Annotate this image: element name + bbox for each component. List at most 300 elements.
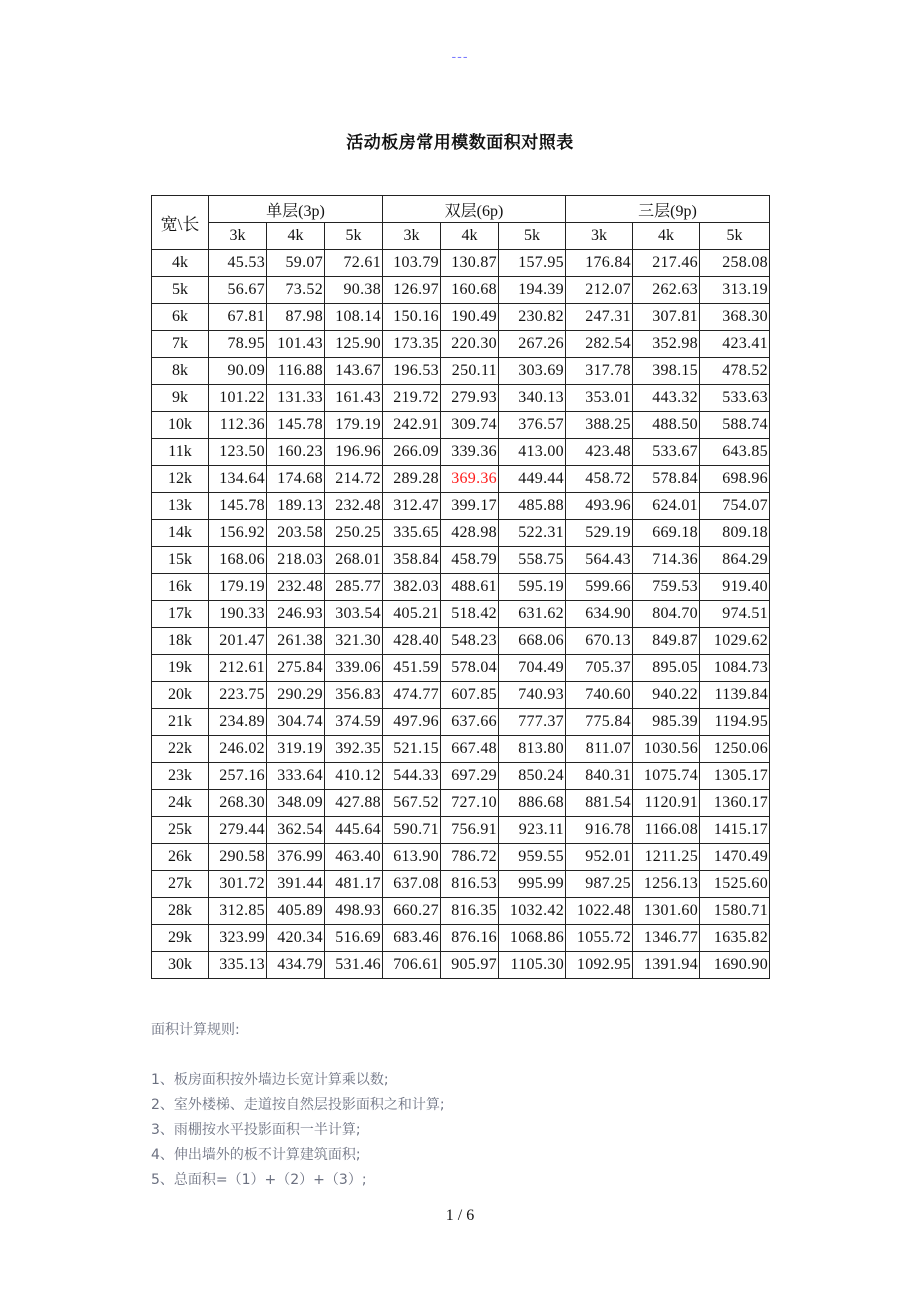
group-header: 双层(6p) xyxy=(383,196,566,223)
area-cell: 886.68 xyxy=(499,790,566,817)
area-cell: 816.53 xyxy=(441,871,499,898)
table-row xyxy=(152,385,770,412)
area-cell: 267.26 xyxy=(499,331,566,358)
area-cell: 376.57 xyxy=(499,412,566,439)
row-width-label: 29k xyxy=(152,925,209,952)
area-cell: 246.93 xyxy=(267,601,325,628)
area-cell: 1092.95 xyxy=(566,952,633,979)
area-cell: 1415.17 xyxy=(700,817,770,844)
subheader-cell: 5k xyxy=(325,223,383,250)
subheader-cell: 3k xyxy=(383,223,441,250)
area-cell: 319.19 xyxy=(267,736,325,763)
area-cell: 881.54 xyxy=(566,790,633,817)
area-cell: 358.84 xyxy=(383,547,441,574)
area-cell: 348.09 xyxy=(267,790,325,817)
area-cell: 157.95 xyxy=(499,250,566,277)
area-cell: 451.59 xyxy=(383,655,441,682)
rule-item: 2、室外楼梯、走道按自然层投影面积之和计算; xyxy=(151,1097,445,1113)
row-width-label: 30k xyxy=(152,952,209,979)
table-row xyxy=(152,466,770,493)
area-cell: 134.64 xyxy=(209,466,267,493)
area-cell: 1120.91 xyxy=(633,790,700,817)
area-cell: 578.84 xyxy=(633,466,700,493)
area-cell: 282.54 xyxy=(566,331,633,358)
area-cell: 374.59 xyxy=(325,709,383,736)
area-cell: 156.92 xyxy=(209,520,267,547)
area-cell: 759.53 xyxy=(633,574,700,601)
area-cell: 607.85 xyxy=(441,682,499,709)
area-cell: 230.82 xyxy=(499,304,566,331)
area-cell: 289.28 xyxy=(383,466,441,493)
area-cell: 220.30 xyxy=(441,331,499,358)
area-cell: 599.66 xyxy=(566,574,633,601)
row-width-label: 20k xyxy=(152,682,209,709)
area-cell: 212.07 xyxy=(566,277,633,304)
table-row xyxy=(152,331,770,358)
row-width-label: 16k xyxy=(152,574,209,601)
area-cell: 449.44 xyxy=(499,466,566,493)
area-cell: 740.60 xyxy=(566,682,633,709)
area-cell: 268.30 xyxy=(209,790,267,817)
area-cell: 145.78 xyxy=(267,412,325,439)
row-width-label: 27k xyxy=(152,871,209,898)
table-row xyxy=(152,898,770,925)
area-cell: 321.30 xyxy=(325,628,383,655)
area-cell: 103.79 xyxy=(383,250,441,277)
area-cell: 434.79 xyxy=(267,952,325,979)
table-row xyxy=(152,412,770,439)
rule-item: 3、雨棚按水平投影面积一半计算; xyxy=(151,1122,361,1138)
row-width-label: 14k xyxy=(152,520,209,547)
group-header: 单层(3p) xyxy=(209,196,383,223)
area-cell: 196.96 xyxy=(325,439,383,466)
area-cell: 1305.17 xyxy=(700,763,770,790)
table-row xyxy=(152,655,770,682)
area-cell: 458.79 xyxy=(441,547,499,574)
table-row xyxy=(152,925,770,952)
area-cell: 362.54 xyxy=(267,817,325,844)
area-cell: 1525.60 xyxy=(700,871,770,898)
area-cell: 405.21 xyxy=(383,601,441,628)
area-cell: 952.01 xyxy=(566,844,633,871)
area-cell: 637.08 xyxy=(383,871,441,898)
area-cell: 391.44 xyxy=(267,871,325,898)
area-cell: 405.89 xyxy=(267,898,325,925)
area-cell: 339.06 xyxy=(325,655,383,682)
row-width-label: 6k xyxy=(152,304,209,331)
area-cell: 786.72 xyxy=(441,844,499,871)
area-cell: 754.07 xyxy=(700,493,770,520)
row-width-label: 10k xyxy=(152,412,209,439)
header-mark: --- xyxy=(451,50,469,65)
area-cell: 398.15 xyxy=(633,358,700,385)
area-cell: 427.88 xyxy=(325,790,383,817)
area-cell: 1391.94 xyxy=(633,952,700,979)
area-cell: 212.61 xyxy=(209,655,267,682)
area-cell: 223.75 xyxy=(209,682,267,709)
area-cell: 706.61 xyxy=(383,952,441,979)
group-header-row xyxy=(152,196,770,223)
area-cell: 333.64 xyxy=(267,763,325,790)
area-cell: 145.78 xyxy=(209,493,267,520)
area-cell: 474.77 xyxy=(383,682,441,709)
table-row xyxy=(152,952,770,979)
area-cell: 214.72 xyxy=(325,466,383,493)
area-cell: 87.98 xyxy=(267,304,325,331)
area-cell: 218.03 xyxy=(267,547,325,574)
area-cell: 369.36 xyxy=(441,466,499,493)
area-cell: 234.89 xyxy=(209,709,267,736)
area-cell: 564.43 xyxy=(566,547,633,574)
area-cell: 72.61 xyxy=(325,250,383,277)
row-width-label: 15k xyxy=(152,547,209,574)
area-cell: 864.29 xyxy=(700,547,770,574)
area-cell: 1139.84 xyxy=(700,682,770,709)
table-row xyxy=(152,628,770,655)
area-cell: 353.01 xyxy=(566,385,633,412)
area-cell: 567.52 xyxy=(383,790,441,817)
area-cell: 1690.90 xyxy=(700,952,770,979)
area-cell: 313.19 xyxy=(700,277,770,304)
area-cell: 123.50 xyxy=(209,439,267,466)
area-cell: 73.52 xyxy=(267,277,325,304)
area-cell: 90.38 xyxy=(325,277,383,304)
area-cell: 697.29 xyxy=(441,763,499,790)
page-number: 1 / 6 xyxy=(445,1207,475,1224)
area-cell: 262.63 xyxy=(633,277,700,304)
area-cell: 850.24 xyxy=(499,763,566,790)
row-width-label: 7k xyxy=(152,331,209,358)
area-cell: 335.65 xyxy=(383,520,441,547)
area-cell: 704.49 xyxy=(499,655,566,682)
table-row xyxy=(152,763,770,790)
area-cell: 1032.42 xyxy=(499,898,566,925)
area-cell: 173.35 xyxy=(383,331,441,358)
area-cell: 257.16 xyxy=(209,763,267,790)
area-cell: 544.33 xyxy=(383,763,441,790)
area-cell: 533.63 xyxy=(700,385,770,412)
table-row xyxy=(152,547,770,574)
area-cell: 522.31 xyxy=(499,520,566,547)
row-width-label: 28k xyxy=(152,898,209,925)
table-row xyxy=(152,358,770,385)
area-cell: 1346.77 xyxy=(633,925,700,952)
area-cell: 531.46 xyxy=(325,952,383,979)
table-row xyxy=(152,277,770,304)
area-cell: 382.03 xyxy=(383,574,441,601)
area-cell: 368.30 xyxy=(700,304,770,331)
area-cell: 160.68 xyxy=(441,277,499,304)
area-cell: 727.10 xyxy=(441,790,499,817)
area-cell: 1360.17 xyxy=(700,790,770,817)
area-cell: 481.17 xyxy=(325,871,383,898)
area-cell: 670.13 xyxy=(566,628,633,655)
subheader-cell: 4k xyxy=(267,223,325,250)
area-cell: 637.66 xyxy=(441,709,499,736)
area-cell: 458.72 xyxy=(566,466,633,493)
area-cell: 1470.49 xyxy=(700,844,770,871)
area-table xyxy=(151,195,770,979)
area-cell: 130.87 xyxy=(441,250,499,277)
area-cell: 108.14 xyxy=(325,304,383,331)
area-cell: 261.38 xyxy=(267,628,325,655)
area-cell: 101.22 xyxy=(209,385,267,412)
area-cell: 388.25 xyxy=(566,412,633,439)
area-cell: 916.78 xyxy=(566,817,633,844)
area-cell: 423.48 xyxy=(566,439,633,466)
area-cell: 529.19 xyxy=(566,520,633,547)
area-cell: 126.97 xyxy=(383,277,441,304)
area-cell: 303.54 xyxy=(325,601,383,628)
area-cell: 669.18 xyxy=(633,520,700,547)
area-cell: 876.16 xyxy=(441,925,499,952)
area-cell: 174.68 xyxy=(267,466,325,493)
area-cell: 116.88 xyxy=(267,358,325,385)
table-row xyxy=(152,790,770,817)
area-cell: 849.87 xyxy=(633,628,700,655)
area-cell: 312.47 xyxy=(383,493,441,520)
rules-section xyxy=(151,1018,445,1193)
area-cell: 307.81 xyxy=(633,304,700,331)
area-cell: 45.53 xyxy=(209,250,267,277)
area-cell: 56.67 xyxy=(209,277,267,304)
subheader-cell: 3k xyxy=(209,223,267,250)
area-cell: 101.43 xyxy=(267,331,325,358)
area-cell: 1084.73 xyxy=(700,655,770,682)
area-cell: 279.93 xyxy=(441,385,499,412)
table-row xyxy=(152,493,770,520)
area-cell: 895.05 xyxy=(633,655,700,682)
area-cell: 478.52 xyxy=(700,358,770,385)
table-row xyxy=(152,304,770,331)
area-cell: 590.71 xyxy=(383,817,441,844)
area-cell: 1055.72 xyxy=(566,925,633,952)
area-cell: 578.04 xyxy=(441,655,499,682)
area-cell: 340.13 xyxy=(499,385,566,412)
area-cell: 428.98 xyxy=(441,520,499,547)
subheader-row xyxy=(152,223,770,250)
row-width-label: 23k xyxy=(152,763,209,790)
table-row xyxy=(152,520,770,547)
area-cell: 974.51 xyxy=(700,601,770,628)
row-width-label: 8k xyxy=(152,358,209,385)
area-cell: 1194.95 xyxy=(700,709,770,736)
area-cell: 811.07 xyxy=(566,736,633,763)
row-width-label: 11k xyxy=(152,439,209,466)
table-row xyxy=(152,817,770,844)
area-cell: 392.35 xyxy=(325,736,383,763)
subheader-cell: 4k xyxy=(633,223,700,250)
area-cell: 194.39 xyxy=(499,277,566,304)
area-cell: 777.37 xyxy=(499,709,566,736)
area-cell: 445.64 xyxy=(325,817,383,844)
area-cell: 312.85 xyxy=(209,898,267,925)
area-cell: 624.01 xyxy=(633,493,700,520)
subheader-cell: 5k xyxy=(700,223,770,250)
row-width-label: 21k xyxy=(152,709,209,736)
area-cell: 160.23 xyxy=(267,439,325,466)
area-cell: 179.19 xyxy=(325,412,383,439)
area-cell: 303.69 xyxy=(499,358,566,385)
area-cell: 1256.13 xyxy=(633,871,700,898)
area-cell: 775.84 xyxy=(566,709,633,736)
area-cell: 813.80 xyxy=(499,736,566,763)
area-cell: 987.25 xyxy=(566,871,633,898)
table-row xyxy=(152,574,770,601)
area-cell: 1166.08 xyxy=(633,817,700,844)
area-cell: 548.23 xyxy=(441,628,499,655)
rule-item: 5、总面积=（1）+（2）+（3）; xyxy=(151,1172,367,1188)
area-cell: 493.96 xyxy=(566,493,633,520)
area-cell: 613.90 xyxy=(383,844,441,871)
area-cell: 179.19 xyxy=(209,574,267,601)
area-cell: 290.29 xyxy=(267,682,325,709)
table-row xyxy=(152,871,770,898)
area-cell: 203.58 xyxy=(267,520,325,547)
area-cell: 816.35 xyxy=(441,898,499,925)
area-cell: 399.17 xyxy=(441,493,499,520)
row-width-label: 18k xyxy=(152,628,209,655)
area-cell: 131.33 xyxy=(267,385,325,412)
corner-header: 宽\长 xyxy=(152,196,209,250)
area-cell: 428.40 xyxy=(383,628,441,655)
row-width-label: 24k xyxy=(152,790,209,817)
area-cell: 488.50 xyxy=(633,412,700,439)
area-cell: 423.41 xyxy=(700,331,770,358)
area-cell: 78.95 xyxy=(209,331,267,358)
area-cell: 232.48 xyxy=(325,493,383,520)
table-row xyxy=(152,709,770,736)
area-cell: 232.48 xyxy=(267,574,325,601)
area-cell: 1301.60 xyxy=(633,898,700,925)
area-cell: 335.13 xyxy=(209,952,267,979)
area-cell: 309.74 xyxy=(441,412,499,439)
table-body xyxy=(152,250,770,979)
area-cell: 443.32 xyxy=(633,385,700,412)
area-cell: 1635.82 xyxy=(700,925,770,952)
area-cell: 533.67 xyxy=(633,439,700,466)
area-cell: 352.98 xyxy=(633,331,700,358)
area-cell: 919.40 xyxy=(700,574,770,601)
row-width-label: 26k xyxy=(152,844,209,871)
area-cell: 740.93 xyxy=(499,682,566,709)
area-cell: 959.55 xyxy=(499,844,566,871)
table-row xyxy=(152,736,770,763)
area-cell: 247.31 xyxy=(566,304,633,331)
area-cell: 420.34 xyxy=(267,925,325,952)
area-cell: 189.13 xyxy=(267,493,325,520)
area-cell: 905.97 xyxy=(441,952,499,979)
area-cell: 268.01 xyxy=(325,547,383,574)
area-cell: 923.11 xyxy=(499,817,566,844)
page-title: 活动板房常用模数面积对照表 xyxy=(346,133,574,153)
area-cell: 463.40 xyxy=(325,844,383,871)
area-cell: 485.88 xyxy=(499,493,566,520)
area-cell: 1211.25 xyxy=(633,844,700,871)
area-cell: 190.33 xyxy=(209,601,267,628)
area-cell: 698.96 xyxy=(700,466,770,493)
area-cell: 196.53 xyxy=(383,358,441,385)
area-cell: 246.02 xyxy=(209,736,267,763)
area-cell: 756.91 xyxy=(441,817,499,844)
area-cell: 285.77 xyxy=(325,574,383,601)
area-cell: 1022.48 xyxy=(566,898,633,925)
row-width-label: 25k xyxy=(152,817,209,844)
row-width-label: 5k xyxy=(152,277,209,304)
area-cell: 90.09 xyxy=(209,358,267,385)
area-cell: 304.74 xyxy=(267,709,325,736)
area-cell: 301.72 xyxy=(209,871,267,898)
area-cell: 588.74 xyxy=(700,412,770,439)
area-cell: 705.37 xyxy=(566,655,633,682)
area-cell: 201.47 xyxy=(209,628,267,655)
area-cell: 161.43 xyxy=(325,385,383,412)
area-cell: 667.48 xyxy=(441,736,499,763)
area-cell: 112.36 xyxy=(209,412,267,439)
area-cell: 660.27 xyxy=(383,898,441,925)
table-row xyxy=(152,439,770,466)
area-cell: 804.70 xyxy=(633,601,700,628)
table-row xyxy=(152,682,770,709)
subheader-cell: 3k xyxy=(566,223,633,250)
area-cell: 1075.74 xyxy=(633,763,700,790)
subheader-cell: 5k xyxy=(499,223,566,250)
area-cell: 290.58 xyxy=(209,844,267,871)
table-row xyxy=(152,601,770,628)
area-cell: 317.78 xyxy=(566,358,633,385)
rules-heading: 面积计算规则: xyxy=(151,1022,240,1038)
area-cell: 1580.71 xyxy=(700,898,770,925)
area-cell: 683.46 xyxy=(383,925,441,952)
area-cell: 250.11 xyxy=(441,358,499,385)
area-cell: 242.91 xyxy=(383,412,441,439)
area-cell: 376.99 xyxy=(267,844,325,871)
area-cell: 809.18 xyxy=(700,520,770,547)
area-cell: 217.46 xyxy=(633,250,700,277)
area-cell: 59.07 xyxy=(267,250,325,277)
area-cell: 488.61 xyxy=(441,574,499,601)
area-cell: 521.15 xyxy=(383,736,441,763)
area-cell: 275.84 xyxy=(267,655,325,682)
rule-item: 1、板房面积按外墙边长宽计算乘以数; xyxy=(151,1072,389,1088)
area-cell: 413.00 xyxy=(499,439,566,466)
area-cell: 168.06 xyxy=(209,547,267,574)
area-cell: 250.25 xyxy=(325,520,383,547)
table-row xyxy=(152,250,770,277)
area-cell: 219.72 xyxy=(383,385,441,412)
area-cell: 279.44 xyxy=(209,817,267,844)
rule-item: 4、伸出墙外的板不计算建筑面积; xyxy=(151,1147,361,1163)
area-cell: 643.85 xyxy=(700,439,770,466)
area-cell: 558.75 xyxy=(499,547,566,574)
row-width-label: 19k xyxy=(152,655,209,682)
area-cell: 339.36 xyxy=(441,439,499,466)
area-cell: 410.12 xyxy=(325,763,383,790)
area-cell: 840.31 xyxy=(566,763,633,790)
area-cell: 497.96 xyxy=(383,709,441,736)
row-width-label: 12k xyxy=(152,466,209,493)
area-cell: 258.08 xyxy=(700,250,770,277)
area-cell: 714.36 xyxy=(633,547,700,574)
area-cell: 1029.62 xyxy=(700,628,770,655)
group-header: 三层(9p) xyxy=(566,196,770,223)
area-cell: 1068.86 xyxy=(499,925,566,952)
area-cell: 266.09 xyxy=(383,439,441,466)
area-cell: 1105.30 xyxy=(499,952,566,979)
area-cell: 668.06 xyxy=(499,628,566,655)
area-cell: 518.42 xyxy=(441,601,499,628)
row-width-label: 9k xyxy=(152,385,209,412)
